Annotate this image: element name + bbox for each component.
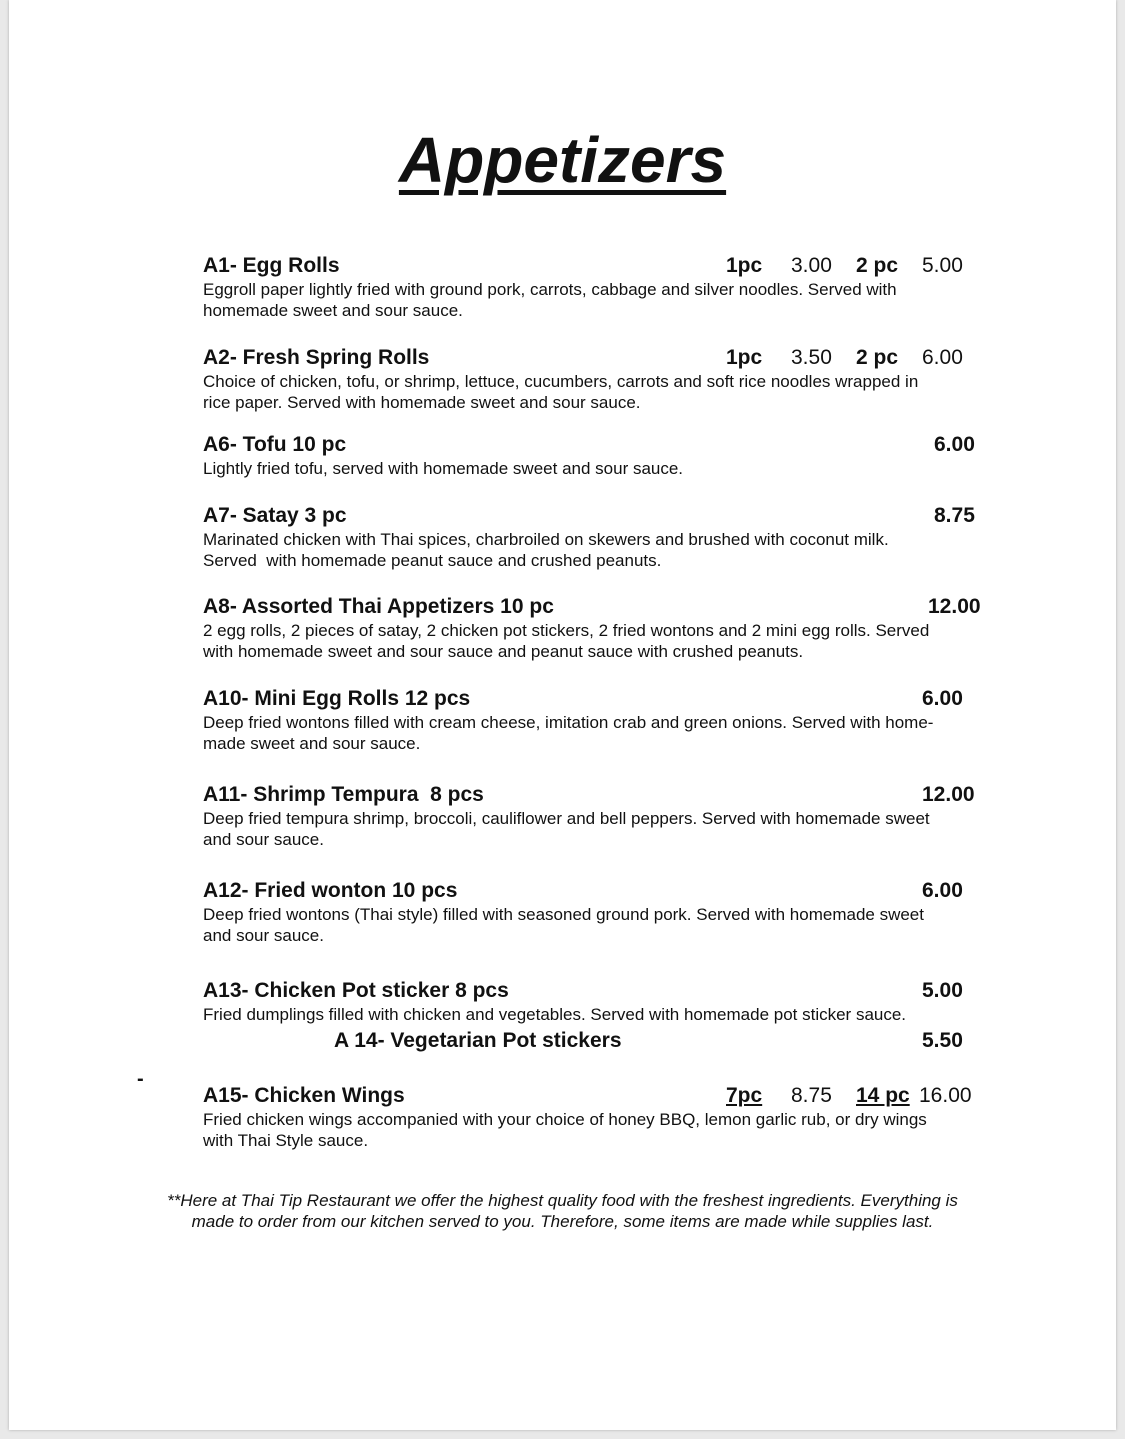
item-description: Deep fried wontons filled with cream cheese, imitation crab and green onions. Served with home- bbox=[203, 713, 934, 732]
item-description: Deep fried wontons (Thai style) filled with seasoned ground pork. Served with homemade sweet bbox=[203, 905, 924, 924]
item-description: Served with homemade peanut sauce and crushed peanuts. bbox=[203, 551, 662, 570]
item-description: and sour sauce. bbox=[203, 926, 324, 945]
item-name: A6- Tofu 10 pc bbox=[203, 433, 347, 456]
menu-item-a15 bbox=[203, 1083, 993, 1151]
price-1: 8.75 bbox=[791, 1084, 832, 1107]
item-description: Fried dumplings filled with chicken and vegetables. Served with homemade pot sticker sauce. bbox=[203, 1005, 907, 1024]
item-name: A12- Fried wonton 10 pcs bbox=[203, 879, 458, 902]
item-description: made sweet and sour sauce. bbox=[203, 734, 421, 753]
item-name: A 14- Vegetarian Pot stickers bbox=[334, 1029, 622, 1052]
footer-line: made to order from our kitchen served to you. Therefore, some items are made while supplies last. bbox=[191, 1212, 934, 1231]
item-name: A10- Mini Egg Rolls 12 pcs bbox=[203, 687, 471, 710]
item-description: and sour sauce. bbox=[203, 830, 324, 849]
qty-label-2: 14 pc bbox=[856, 1084, 910, 1107]
item-price: 5.00 bbox=[922, 979, 963, 1002]
item-description: Lightly fried tofu, served with homemade sweet and sour sauce. bbox=[203, 459, 684, 478]
item-price: 5.50 bbox=[922, 1029, 963, 1052]
footer-note bbox=[0, 1190, 1125, 1232]
menu-item-a10 bbox=[203, 686, 993, 754]
item-name: A15- Chicken Wings bbox=[203, 1084, 405, 1107]
menu-item-a14 bbox=[203, 1028, 993, 1054]
item-name: A7- Satay 3 pc bbox=[203, 504, 347, 527]
item-name: A2- Fresh Spring Rolls bbox=[203, 346, 430, 369]
menu-item-a7 bbox=[203, 503, 993, 571]
item-price: 12.00 bbox=[922, 783, 975, 806]
item-description: with homemade sweet and sour sauce and peanut sauce with crushed peanuts. bbox=[203, 642, 804, 661]
item-description: homemade sweet and sour sauce. bbox=[203, 301, 463, 320]
price-2: 16.00 bbox=[919, 1084, 972, 1107]
menu-item-a1 bbox=[203, 253, 993, 321]
item-price: 12.00 bbox=[928, 595, 981, 618]
item-description: Eggroll paper lightly fried with ground pork, carrots, cabbage and silver noodles. Served with bbox=[203, 280, 897, 299]
qty-label-1: 1pc bbox=[726, 254, 763, 277]
item-name: A11- Shrimp Tempura 8 pcs bbox=[203, 783, 484, 806]
stray-dash: - bbox=[137, 1068, 144, 1090]
price-1: 3.00 bbox=[791, 254, 832, 277]
menu-item-a13 bbox=[203, 978, 993, 1025]
qty-label-2: 2 pc bbox=[856, 254, 899, 277]
footer-line: **Here at Thai Tip Restaurant we offer the highest quality food with the freshest ingredients. Everything is bbox=[167, 1191, 958, 1210]
item-name: A1- Egg Rolls bbox=[203, 254, 340, 277]
menu-item-a6 bbox=[203, 432, 993, 479]
item-price: 6.00 bbox=[934, 433, 975, 456]
item-description: Fried chicken wings accompanied with your choice of honey BBQ, lemon garlic rub, or dry wings bbox=[203, 1110, 927, 1129]
item-price: 8.75 bbox=[934, 504, 975, 527]
item-description: 2 egg rolls, 2 pieces of satay, 2 chicken pot stickers, 2 fried wontons and 2 mini egg rolls. Served bbox=[203, 621, 930, 640]
menu-item-a12 bbox=[203, 878, 993, 946]
item-description: rice paper. Served with homemade sweet and sour sauce. bbox=[203, 393, 641, 412]
page-title: Appetizers bbox=[398, 124, 727, 196]
item-price: 6.00 bbox=[922, 687, 963, 710]
price-2: 6.00 bbox=[922, 346, 963, 369]
item-description: Marinated chicken with Thai spices, charbroiled on skewers and brushed with coconut milk. bbox=[203, 530, 889, 549]
item-name: A8- Assorted Thai Appetizers 10 pc bbox=[203, 595, 554, 618]
qty-label-1: 7pc bbox=[726, 1084, 763, 1107]
item-price: 6.00 bbox=[922, 879, 963, 902]
item-description: Choice of chicken, tofu, or shrimp, lettuce, cucumbers, carrots and soft rice noodles wrapped in bbox=[203, 372, 919, 391]
item-description: Deep fried tempura shrimp, broccoli, cauliflower and bell peppers. Served with homemade sweet bbox=[203, 809, 930, 828]
item-description: with Thai Style sauce. bbox=[203, 1131, 369, 1150]
qty-label-2: 2 pc bbox=[856, 346, 899, 369]
menu-item-a11 bbox=[203, 782, 993, 850]
menu-item-a8 bbox=[203, 594, 993, 662]
price-1: 3.50 bbox=[791, 346, 832, 369]
menu-item-a2 bbox=[203, 345, 993, 413]
price-2: 5.00 bbox=[922, 254, 963, 277]
item-name: A13- Chicken Pot sticker 8 pcs bbox=[203, 979, 509, 1002]
qty-label-1: 1pc bbox=[726, 346, 763, 369]
